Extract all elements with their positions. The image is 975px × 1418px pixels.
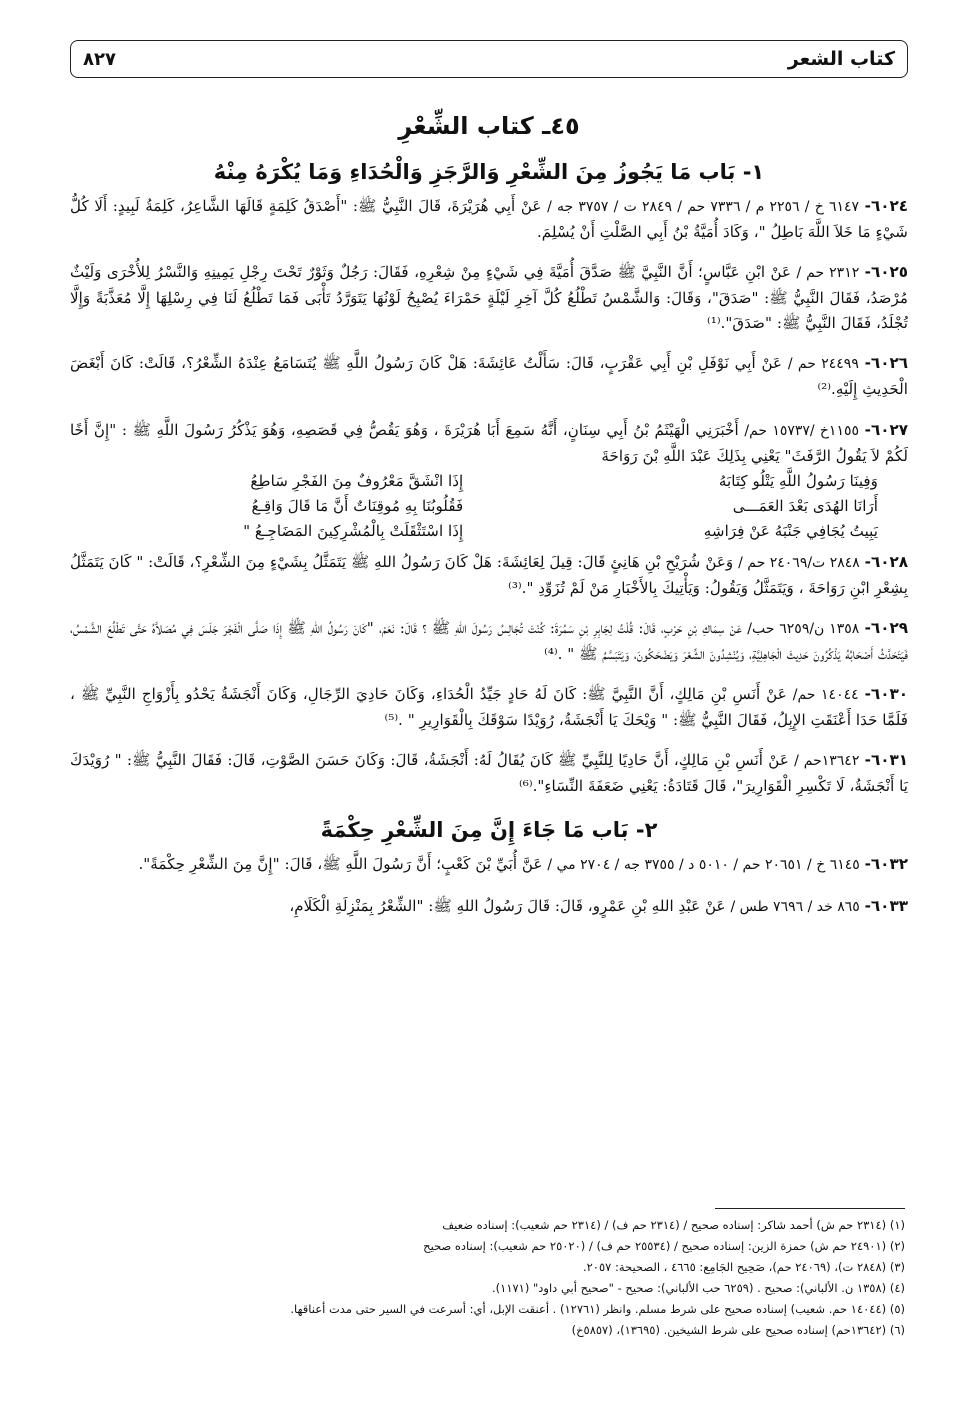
- hadith-paragraph: [70, 418, 908, 469]
- hadith-text: عَنْ أَنَسِ بْنِ مَالِكٍ، أَنَّ النَّبِيَّ ﷺ: كَانَ لَهُ حَادٍ جَيِّدُ الْحُدَاءِ، وَكَانَ حَادِيَ الرِّجَالِ، وَكَانَ أَنْجَشَةُ يَحْدُو بِأَزْوَاجِ النَّبِيِّ ﷺ ، فَلَمَّا حَدَا أَعْنَقَتِ الإِبِلُ، فَقَالَ النَّبِيُّ ﷺ: " وَيْحَكَ يَا أَنْجَشَةُ، رُوَيْدًا سَوْقَكَ بِالْقَوَارِيرِ " .⁽⁵⁾: [70, 684, 908, 729]
- hadith-text: عَنَّ أُبَيِّ بْنَ كَعْبٍ؛ أَنَّ رَسُولَ اللَّهِ ﷺ، قَالَ: "إِنَّ مِنَ الشِّعْرِ حِكْمَةً".: [138, 855, 543, 874]
- hadith-text: عَنْ أَبِي هُرَيْرَةَ، قَالَ النَّبِيُّ ﷺ: "أَصْدَقُ كَلِمَةٍ قَالَهَا الشَّاعِرُ، كَلِمَةُ لَبِيدٍ: أَلَا كُلُّ شَيْءٍ مَا خَلاَ اللَّهَ بَاطِلُ "، وَكَادَ أُمَيَّةُ بْنُ أَبِي الصَّلْتِ أَنْ يُسْلِمَ.: [70, 197, 908, 241]
- hadith-paragraph: [70, 616, 908, 667]
- hadith-number: ٦٠٢٧-: [864, 420, 909, 439]
- footnote: (٣) (٢٨٤٨ ت)، (٢٤٠٦٩ حم)، صَحِيح الجَامِع: ٤٦٦٥ ، الصحيحة: ٢٠٥٧.: [582, 1260, 905, 1274]
- footnote: (١) (٢٣١٤ حم ش) أحمد شاكر: إسناده صحيح / (٢٣١٤ حم ف) / (٢٣١٤ حم شعيب): إسناده ضعيف: [442, 1218, 905, 1232]
- hadith-sources: ١٣٥٨ ن/٦٢٥٩ حب/: [747, 620, 860, 637]
- verse-line: [110, 519, 878, 544]
- hadith-text: عَنْ أَنَسِ بْنِ مَالِكٍ، أَنَّ حَادِيًا لِلنَّبِيِّ ﷺ كَانَ يُقَالُ لَهُ: أَنْجَشَةُ، قَالَ: وَكَانَ حَسَنَ الصَّوْتِ، قَالَ: فَقَالَ النَّبِيُّ ﷺ: " رُوَيْدَكَ يَا أَنْجَشَةُ، لَا تَكْسِرِ الْقَوَارِيرَ"، قَالَ قَتَادَةُ: يَعْنِي ضَعَفَةَ النِّسَاءِ".⁽⁶⁾: [70, 751, 908, 796]
- footnote: (٢) (٢٤٩٠١ حم ش) حمزة الزين: إسناده صحيح / (٢٥٥٣٤ حم ف) / (٢٥٠٢٠ حم شعيب): إسناده صحيح: [423, 1239, 905, 1253]
- hadith-text: عَنْ عَبْدِ اللهِ بْنِ عَمْرٍو، قَالَ: قَالَ رَسُولُ اللهِ ﷺ: "الشِّعْرُ بِمَنْزِلَةِ الْكَلَامِ،: [289, 896, 726, 915]
- book-title: ٤٥ـ كتاب الشِّعْرِ: [398, 112, 580, 140]
- hadith-sources: ٦١٤٥ خ / ٢٠٦٥١ حم / ٥٠١٠ د / ٣٧٥٥ جه / ٢٧٠٤ مي /: [547, 857, 860, 874]
- hadith-sources: ٦١٤٧ خ / ٢٢٥٦ م / ٧٣٣٦ حم / ٢٨٤٩ ت / ٣٧٥٧ جه /: [547, 199, 860, 215]
- hadith-text: أَخْبَرَنِي الْهَيْثَمُ بْنُ أَبِي سِنَانٍ، أَنَّهُ سَمِعَ أَبَا هُرَيْرَةَ ، وَهُوَ يَقُصُّ فِي قَصَصِهِ، وَهُوَ يَذْكُرُ رَسُولَ اللَّهِ ﷺ : "إِنَّ أَخًا لَكُمْ لاَ يَقُولُ الرَّفَثَ" يَعْنِي بِذَلِكَ عَبْدَ اللَّهِ بْنَ رَوَاحَةَ: [70, 420, 908, 465]
- hadith-number: ٦٠٢٥-: [864, 263, 909, 282]
- hadith-sources: ١٣٦٤٢حم /: [794, 753, 860, 770]
- hadith-number: ٦٠٢٦-: [864, 354, 909, 373]
- hadith-sources: ٢٨٤٨ ت/٢٤٠٦٩ حم /: [738, 554, 860, 571]
- hadith-sources: ١٤٠٤٤ حم/: [792, 686, 859, 703]
- hadith-sources: ١١٥٥خ /١٥٧٣٧ حم/: [744, 422, 859, 439]
- hadith-number: ٦٠٣٠-: [864, 684, 909, 703]
- page-number: ٨٢٧: [83, 48, 116, 70]
- hadith-sources: ٢٤٤٩٩ حم /: [787, 356, 859, 373]
- section-title: ٢- بَاب مَا جَاءَ إِنَّ مِنَ الشِّعْرِ حِكْمَةً: [320, 818, 658, 843]
- verse-first-hemistich: يَبِيتُ يُجَافِي جَنْبَهُ عَنْ فِرَاشِهِ: [703, 521, 878, 540]
- page: [70, 40, 908, 935]
- verse-line: [110, 494, 878, 519]
- verse-first-hemistich: أَرَانَا الهُدَى بَعْدَ العَمَـــى: [732, 496, 878, 515]
- verse-second-hemistich: إِذَا انْشَقَّ مَعْرُوفٌ مِنَ الفَجْرِ سَاطِعُ: [250, 471, 464, 490]
- hadith-paragraph: [70, 351, 908, 402]
- hadith-number: ٦٠٢٤-: [864, 197, 909, 215]
- footnote: (٤) (١٣٥٨ ن. الألباني): صحيح . (٦٢٥٩ حب الألباني): صحيح - "صحيح أبي داود" (١١٧١).: [492, 1281, 905, 1295]
- verse-first-hemistich: وَفِينَا رَسُولُ اللَّهِ يَتْلُو كِتَابَهُ: [718, 471, 878, 490]
- hadith-paragraph: [70, 550, 908, 601]
- hadith-paragraph: [70, 748, 908, 799]
- hadith-text: عَنْ ابْنِ عَبَّاسٍ؛ أَنَّ النَّبِيَّ ﷺ صَدَّقَ أُمَيَّةَ فِي شَيْءٍ مِنْ شِعْرِهِ، فَقَالَ: رَجُلٌ وَثَوْرٌ تَحْتَ رِجْلِ يَمِينِهِ وَالنَّسْرُ لِلأُخْرَى وَلَيْثٌ مُرْصَدُ، فَقَالَ النَّبِيُّ ﷺ: "صَدَقَ"، وَقَالَ: وَالشَّمْسُ تَطْلُعُ كُلَّ آخِرِ لَيْلَةٍ حَمْرَاءَ يُصْبِحُ لَوْنُهَا يَتَوَرَّدُ تَأْبَى فَمَا تَطْلُعُ لَنَا فِي رِسْلِهَا إِلَّا مُعَذَّبَةً وَإِلَّا تُجْلَدُ، فَقَالَ النَّبِيُّ ﷺ: "صَدَقَ".⁽¹⁾: [70, 263, 908, 333]
- verse-second-hemistich: فَقُلُوبُنَا بِهِ مُوقِنَاتٌ أَنَّ مَا قَالَ وَاقِـعُ: [251, 496, 464, 515]
- hadith-paragraph: [70, 852, 908, 878]
- hadith-number: ٦٠٢٩-: [864, 618, 909, 637]
- hadith-number: ٦٠٣٣-: [864, 896, 908, 915]
- hadith-sources: ٢٣١٢ حم /: [796, 265, 860, 282]
- running-header: [70, 40, 908, 78]
- hadith-text: وَعَنْ شُرَيْحِ بْنِ هَانِئٍ قَالَ: قِيلَ لِعَائِشَةَ: هَلْ كَانَ رَسُولُ اللهِ ﷺ يَتَمَثَّلُ بِشَيْءٍ مِنَ الشِّعْرِ؟، قَالَتْ: " كَانَ يَتَمَثَّلُ بِشِعْرِ ابْنِ رَوَاحَةَ ، وَيَتَمَثَّلُ وَيَقُولُ: وَيَأْتِيكَ بِالأَخْبَارِ مَنْ لَمْ تُزَوِّدِ ".⁽³⁾: [70, 552, 908, 597]
- section-title: ١- بَاب مَا يَجُوزُ مِنَ الشِّعْرِ وَالرَّجَزِ وَالْحُدَاءِ وَمَا يُكْرَهُ مِنْهُ: [213, 160, 765, 184]
- running-header-title: كتاب الشعر: [787, 48, 895, 70]
- hadith-text: عَنْ أَبِي نَوْفَلِ بْنِ أَبِي عَقْرَبٍ، قَالَ: سَأَلْتُ عَائِشَةَ: هَلْ كَانَ رَسُولُ اللَّهِ ﷺ يُتَسَامَعُ عِنْدَهُ الشِّعْرُ؟، قَالَتْ: كَانَ أَبْغَضَ الْحَدِيثِ إِلَيْهِ.⁽²⁾: [70, 354, 908, 399]
- hadith-number: ٦٠٢٨-: [864, 552, 909, 571]
- verse-line: [110, 469, 878, 494]
- footnotes: [67, 1208, 905, 1341]
- poem-verses: [110, 469, 878, 544]
- hadith-paragraph: [70, 682, 908, 733]
- hadith-text: عَنْ سِمَاكِ بْنِ حَرْبٍ، قَالَ: قُلْتُ لِجَابِرِ بْنِ سَمُرَةَ: كُنْتَ تُجَالِسُ رَسُولَ اللهِ ﷺ ؟ قَالَ: نَعَمْ، "كَانَ رَسُولُ اللهِ ﷺ إِذَا صَلَّى الْفَجْرَ جَلَسَ فِي مُصَلاَّهُ حَتَّى تَطْلُعَ الشَّمْسُ، فَيَتَحَدَّثُ أَصْحَابُهُ يَذْكُرُونَ حَدِيثَ الْجَاهِلِيَّةِ، وَيُنْشِدُونَ الشِّعْرَ وَيَضْحَكُونَ، وَيَتَبَسَّمُ ﷺ " .⁽⁴⁾: [70, 618, 908, 663]
- hadith-number: ٦٠٣١-: [864, 751, 909, 770]
- hadith-sources: ٨٦٥ خد / ٧٦٩٦ طس /: [730, 898, 860, 915]
- hadith-paragraph: [70, 894, 908, 920]
- hadith-paragraph: [70, 260, 908, 336]
- footnote: (٦) (١٣٦٤٢حم) إسناده صحيح على شرط الشيخين. (١٣٦٩٥)، (٥٨٥٧خ): [571, 1323, 905, 1337]
- footnote: (٥) (١٤٠٤٤ حم. شعيب) إسناده صحيح على شرط مسلم. وانظر (١٢٧٦١) . أعنقت الإبل، أي: أسرعت في السير حتى مدت أعناقها.: [290, 1302, 905, 1316]
- hadith-number: ٦٠٣٢-: [864, 855, 908, 874]
- verse-second-hemistich: إِذَا اسْتَثْقَلَتْ بِالْمُشْرِكِينَ المَضَاجِـعُ ": [243, 521, 464, 540]
- hadith-paragraph: [70, 194, 908, 245]
- footnote-divider: [715, 1208, 905, 1209]
